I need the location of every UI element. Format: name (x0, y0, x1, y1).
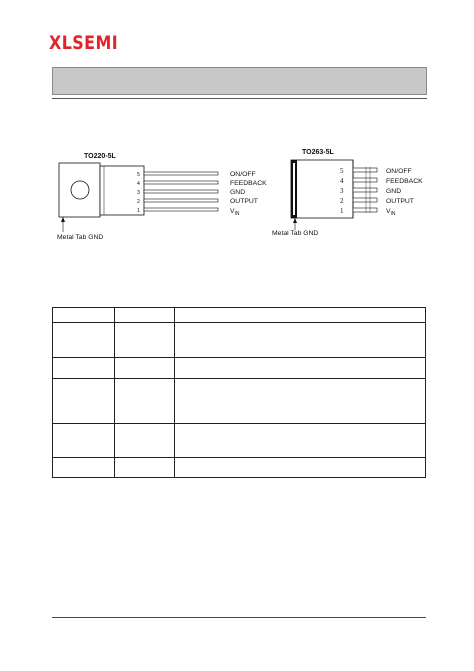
table-cell (114, 424, 174, 458)
table-cell (174, 458, 425, 478)
to220-tab-label: Metal Tab GND (57, 234, 104, 241)
table-cell (114, 323, 174, 358)
table-cell (53, 379, 115, 424)
to220-mount-hole (71, 181, 89, 199)
to263-pin-label: FEEDBACK (386, 178, 423, 185)
table-row (53, 379, 426, 424)
table-cell (53, 358, 115, 379)
table-cell (53, 308, 115, 323)
table-cell (114, 458, 174, 478)
to220-pin-num: 1 (137, 208, 140, 214)
table-row (53, 458, 426, 478)
table-cell (174, 358, 425, 379)
to220-package (57, 153, 267, 241)
to263-leads (353, 167, 377, 213)
to263-pin-label: ON/OFF (386, 168, 412, 175)
table-cell (114, 308, 174, 323)
to263-pin-num: 1 (340, 207, 344, 215)
table-row (53, 308, 426, 323)
to263-package (272, 149, 423, 237)
to263-title: TO263-5L (302, 149, 334, 156)
to263-pin-num: 3 (340, 187, 344, 195)
table-row (53, 424, 426, 458)
table-row (53, 323, 426, 358)
table-cell (174, 379, 425, 424)
to220-title: TO220-5L (84, 153, 116, 160)
to263-pin-num: 5 (340, 167, 344, 175)
to220-pin-num: 3 (137, 190, 140, 196)
to220-pin-label: GND (230, 189, 246, 196)
table-cell (53, 424, 115, 458)
to263-pin-num: 2 (340, 197, 344, 205)
table-cell (114, 379, 174, 424)
table-cell (174, 308, 425, 323)
to220-pin-label: ON/OFF (230, 171, 256, 178)
table-cell (174, 323, 425, 358)
to263-pin-label: $V_{IN}$ (386, 208, 396, 217)
table-cell (53, 323, 115, 358)
to263-pin-num: 4 (340, 177, 344, 185)
to220-pin-num: 4 (137, 181, 140, 187)
to220-pin-num: 5 (137, 172, 140, 178)
to220-pin-num: 2 (137, 199, 140, 205)
package-diagrams (0, 0, 474, 260)
to220-pin-label: $V_{IN}$ (230, 208, 240, 217)
to220-pin-label: OUTPUT (230, 198, 258, 205)
to263-tab-label: Metal Tab GND (272, 230, 319, 237)
to220-leads (144, 172, 218, 211)
footer-divider (52, 617, 426, 618)
table-cell (174, 424, 425, 458)
to263-body (291, 160, 353, 218)
to220-pin-label: FEEDBACK (230, 180, 267, 187)
to263-pin-label: OUTPUT (386, 198, 414, 205)
table-cell (53, 458, 115, 478)
table-cell (114, 358, 174, 379)
to263-pin-label: GND (386, 188, 402, 195)
pin-description-table (52, 307, 426, 478)
table-row (53, 358, 426, 379)
brand-logo: XLSEMI (49, 33, 119, 54)
